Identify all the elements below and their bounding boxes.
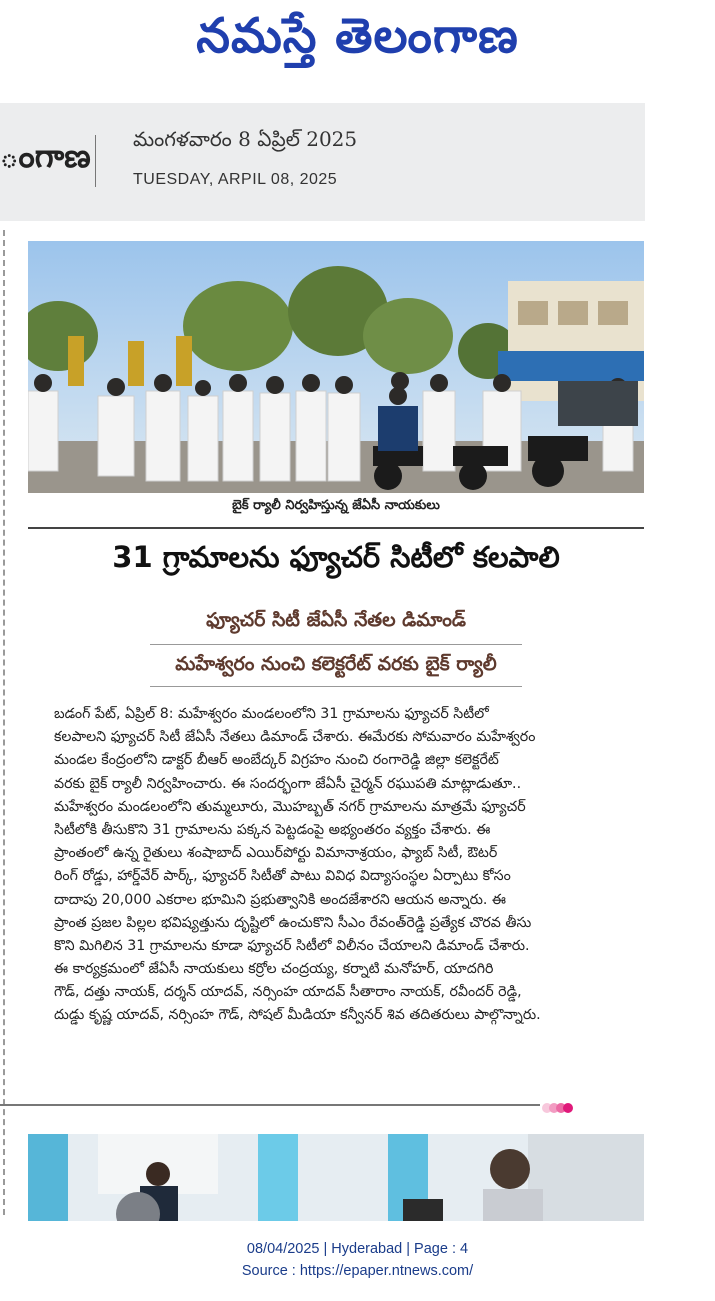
body-line: గౌడ్, దత్తు నాయక్, దర్శన్ యాదవ్, నర్సింహ యాదవ్ సీతారాం నాయక్, రవీందర్ రెడ్డి, [54,984,522,1001]
article-body [54,703,646,1028]
body-line: కొని మిగిలిన 31 గ్రామాలను కూడా ఫ్యూచర్ సిటీలో విలీనం చేయాలని డిమాండ్ చేశారు. [54,937,530,954]
body-line: మండల కేంద్రంలోని డాక్టర్ బీఆర్ అంబేద్కర్ విగ్రహం నుంచి రంగారెడ్డి జిల్లా కలెక్టరేట్ [54,752,499,769]
body-line: రింగ్ రోడ్డు, హార్డ్‌వేర్ పార్క్, ఫ్యూచర్ సిటీతో పాటు వివిధ విద్యాసంస్థల ఏర్పాటు కోసం [54,868,511,885]
body-line: కలపాలని ఫ్యూచర్ సిటీ జేఏసీ నేతలు డిమాండ్ చేశారు. ఈమేరకు సోమవారం మహేశ్వరం [54,729,536,746]
article-subhead-1: ఫ్యూచర్ సిటీ జేఏసీ నేతల డిమాండ్ [206,609,466,631]
masthead-title: నమస్తే తెలంగాణ [196,8,519,64]
page-footer [0,1238,715,1282]
article-end-rule [0,1104,540,1106]
body-line: ప్రాంత ప్రజల పిల్లల భవిష్యత్తును దృష్టిలో ఉంచుకొని సీఎం రేవంత్‌రెడ్డి ప్రత్యేక చొరవ తీసు [54,914,532,931]
body-line: వరకు బైక్ ర్యాలీ నిర్వహించారు. ఈ సందర్భంగా జేఏసీ చైర్మన్ రఘుపతి మాట్లాడుతూ.. [54,775,522,792]
date-band [0,103,645,221]
article-headline: 31 గ్రామాలను ఫ్యూచర్ సిటీలో కలపాలి [112,540,560,574]
body-line: ఈ కార్యక్రమంలో జేఏసీ నాయకులు కర్రోల చంద్రయ్య, కర్నాటి మనోహర్, యాదగిరి [54,961,494,978]
body-line: ప్రాంతంలో ఉన్న రైతులు శంషాబాద్ ఎయిర్‌పోర్టు విమానాశ్రయం, ఫ్యాబ్ సిటీ, ఔటర్ [54,845,498,862]
date-english: TUESDAY, ARPIL 08, 2025 [133,171,338,188]
date-telugu: మంగళవారం 8 ఏప్రిల్ 2025 [133,127,358,151]
caption-rule [28,527,644,529]
article-photo [28,241,644,493]
body-line: దుడ్డు కృష్ణ యాదవ్, నర్సింహ గౌడ్, సోషల్ మీడియా కన్వీనర్ శివ తదితరులు పాల్గొన్నారు. [54,1007,541,1024]
band-separator [95,135,96,187]
body-line: సిటీలోకి తీసుకొని 31 గ్రామాలను పక్కన పెట్టడంపై అభ్యంతరం వ్యక్తం చేశారు. ఈ [54,821,491,838]
bike-rally-photo [28,241,644,493]
band-brand-fragment: ంగాణ [0,137,91,175]
body-line: దాదాపు 20,000 ఎకరాల భూమిని ప్రభుత్వానికి అందజేశారని ఆయన అన్నారు. ఈ [54,891,507,908]
body-line: మహేశ్వరం మండలంలోని తుమ్మలూరు, మొహబ్బత్ నగర్ గ్రామాలను మాత్రమే ఫ్యూచర్ [54,798,526,815]
photo-caption: బైక్ ర్యాలీ నిర్వహిస్తున్న జేఏసీ నాయకులు [232,498,440,513]
footer-source: Source : https://epaper.ntnews.com/ [241,1263,474,1279]
subhead-rule [150,644,522,645]
article-subhead-2: మహేశ్వరం నుంచి కలెక్టరేట్ వరకు బైక్ ర్యాలీ [175,653,497,675]
end-ornament [542,1098,570,1117]
footer-edition-info: 08/04/2025 | Hyderabad | Page : 4 [246,1241,469,1257]
office-meeting-photo [28,1134,644,1221]
next-article-photo [28,1134,644,1221]
column-rule [3,230,5,1215]
masthead [0,0,715,92]
subhead-rule [150,686,522,687]
body-line: బడంగ్ పేట్, ఏప్రిల్ 8: మహేశ్వరం మండలంలోని 31 గ్రామాలను ఫ్యూచర్ సిటీలో [54,706,489,722]
ornament-dot [563,1103,573,1113]
